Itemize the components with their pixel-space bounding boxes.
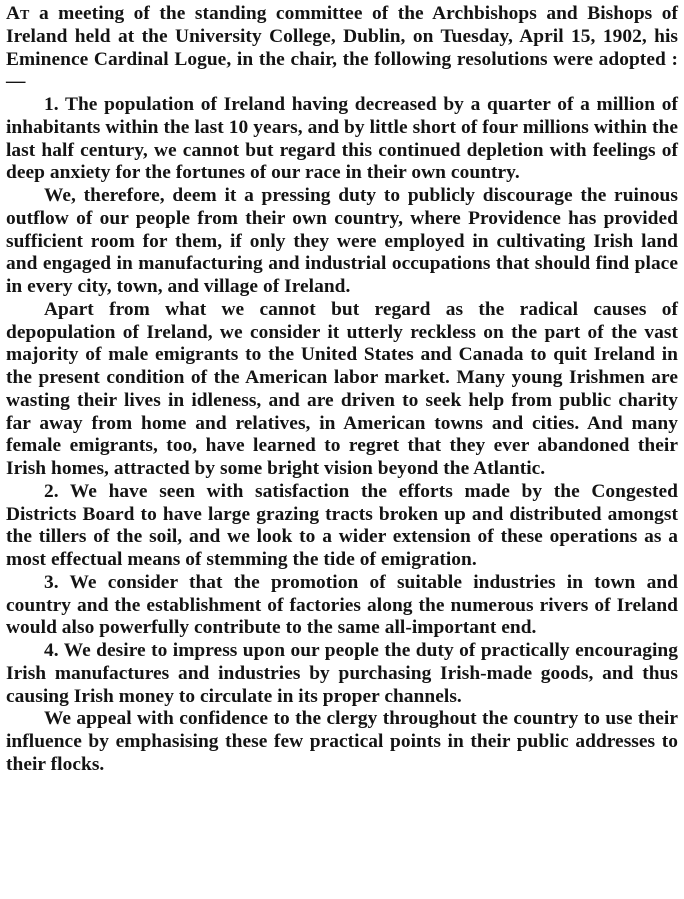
resolution-2-paragraph: 2. We have seen with satisfaction the efforts made by the Congested Districts Board to have large grazing tracts broken up and distributed amongst the tillers of the soil, and we look to a wider extension of these operations as a most effectual means of stemming the tide of emigration.	[6, 480, 678, 570]
resolution-1-paragraph: 1. The population of Ireland having decreased by a quarter of a million of inhabitants within the last 10 years, and by little short of four millions within the last half century, we cannot but regard this continued depletion with feelings of deep anxiety for the fortunes of our race in their own country.	[6, 94, 678, 184]
closing-appeal-paragraph: We appeal with confidence to the clergy throughout the country to use their influence by emphasising these few practical points in their public addresses to their flocks.	[6, 708, 678, 775]
resolution-1-continued-paragraph: We, therefore, deem it a pressing duty to publicly discourage the ruinous outflow of our people from their own country, where Providence has provided sufficient room for them, if only they were employed in cultivating Irish land and engaged in manufacturing and industrial occupations that should find place in every city, town, and village of Ireland.	[6, 185, 678, 297]
resolution-4-paragraph: 4. We desire to impress upon our people the duty of practically encouraging Irish manufactures and industries by purchasing Irish-made goods, and thus causing Irish money to circulate in its proper channels.	[6, 640, 678, 707]
emigration-paragraph: Apart from what we cannot but regard as the radical causes of depopulation of Ireland, we consider it utterly reckless on the part of the vast majority of male emigrants to the United States and Canada to quit Ireland in the present condition of the American labor market. Many young Irishmen are wasting their lives in idleness, and are driven to seek help from public charity far away from home and relatives, in American towns and cities. And many female emigrants, too, have learned to regret that they ever abandoned their Irish homes, attracted by some bright vision beyond the Atlantic.	[6, 298, 678, 479]
resolution-3-paragraph: 3. We consider that the promotion of suitable industries in town and country and the establishment of factories along the numerous rivers of Ireland would also powerfully contribute to the same all-important end.	[6, 571, 678, 639]
opening-word: At	[6, 3, 30, 24]
intro-text: a meeting of the standing committee of the Archbishops and Bishops of Ireland held at the University College, Dublin, on Tuesday, April 15, 1902, his Eminence Cardinal Logue, in the chair, the following resolutions were adopted :—	[6, 3, 678, 93]
intro-paragraph	[6, 3, 678, 94]
